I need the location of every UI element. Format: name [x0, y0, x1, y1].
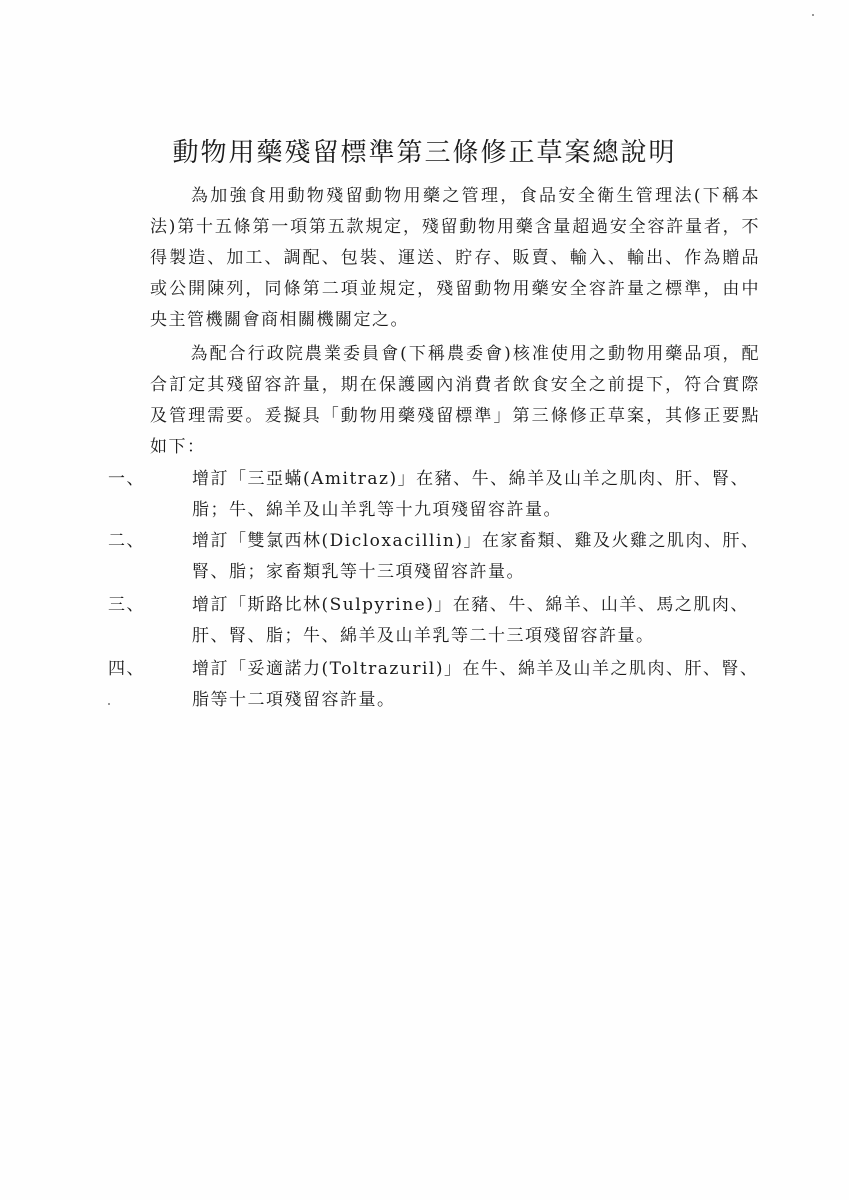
scan-speck — [108, 703, 110, 705]
page-title: 動物用藥殘留標準第三條修正草案總說明 — [172, 138, 677, 168]
paragraph-1-text: 為加強食用動物殘留動物用藥之管理，食品安全衛生管理法(下稱本法)第十五條第一項第五款規定，殘留動物用藥含量超過安全容許量者，不得製造、加工、調配、包裝、運送、貯存、販賣、輸入、輸出、作為贈品或公開陳列，同條第二項並規定，殘留動物用藥安全容許量之標準，由中央主管機關會商相關機關定之。 — [150, 186, 760, 330]
list-item-text: 增訂「斯路比林(Sulpyrine)」在豬、牛、綿羊、山羊、馬之肌肉、肝、腎、脂；牛、綿羊及山羊乳等二十三項殘留容許量。 — [192, 595, 749, 646]
paragraph-1 — [150, 181, 760, 336]
paragraph-2 — [150, 339, 760, 463]
list-item — [108, 590, 760, 652]
list-item — [108, 464, 760, 526]
list-item-number: 一、 — [108, 469, 145, 489]
list-item-text: 增訂「三亞蟎(Amitraz)」在豬、牛、綿羊及山羊之肌肉、肝、腎、脂；牛、綿羊及山羊乳等十九項殘留容許量。 — [192, 469, 750, 520]
list-item — [108, 526, 760, 588]
list-item-number: 二、 — [108, 531, 145, 551]
list-item-text: 增訂「妥適諾力(Toltrazuril)」在牛、綿羊及山羊之肌肉、肝、腎、脂等十二項殘留容許量。 — [192, 659, 759, 710]
paragraph-2-text: 為配合行政院農業委員會(下稱農委會)核准使用之動物用藥品項，配合訂定其殘留容許量，期在保護國內消費者飲食安全之前提下，符合實際及管理需要。爰擬具「動物用藥殘留標準」第三條修正草案，其修正要點如下： — [150, 344, 760, 457]
scan-speck — [812, 14, 814, 16]
list-item-number: 四、 — [108, 659, 145, 679]
list-item-number: 三、 — [108, 595, 145, 615]
list-item-text: 增訂「雙氯西林(Dicloxacillin)」在家畜類、雞及火雞之肌肉、肝、腎、脂；家畜類乳等十三項殘留容許量。 — [192, 531, 760, 582]
list-item — [108, 654, 760, 716]
